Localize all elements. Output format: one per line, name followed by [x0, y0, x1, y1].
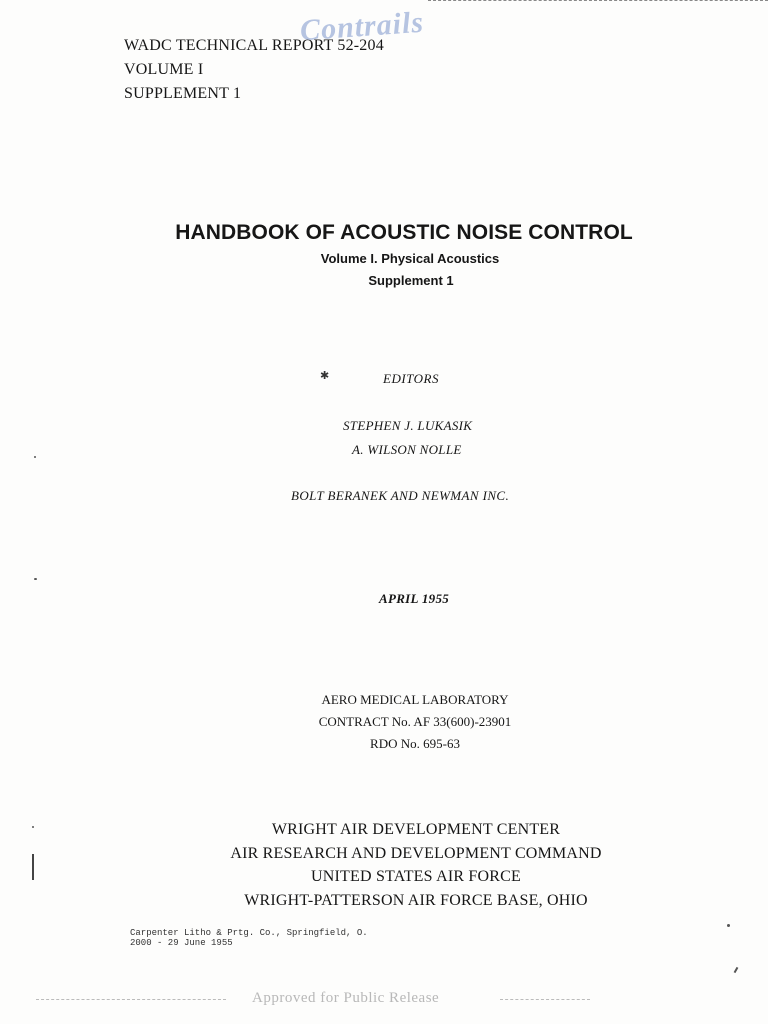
laboratory-block — [0, 689, 768, 755]
paper-speck — [34, 456, 36, 458]
laboratory-name: AERO MEDICAL LABORATORY — [321, 692, 509, 707]
paper-speck — [34, 578, 37, 580]
publication-date: APRIL 1955 — [379, 591, 450, 606]
printer-imprint — [130, 928, 368, 948]
bottom-dotted-rule-left — [36, 999, 226, 1001]
top-edge-rule — [428, 0, 768, 2]
printer-line-2: 2000 - 29 June 1955 — [130, 938, 233, 948]
editor-name-2: A. WILSON NOLLE — [352, 442, 462, 457]
supplement-line: SUPPLEMENT 1 — [124, 85, 242, 102]
contract-number: CONTRACT No. AF 33(600)-23901 — [318, 714, 512, 729]
company-name: BOLT BERANEK AND NEWMAN INC. — [291, 488, 510, 503]
editor-margin-mark: ✱ — [320, 370, 330, 382]
report-number-line: WADC TECHNICAL REPORT 52-204 — [124, 37, 384, 54]
organization-line-3: UNITED STATES AIR FORCE — [311, 868, 521, 885]
paper-speck — [734, 967, 739, 973]
main-title: HANDBOOK OF ACOUSTIC NOISE CONTROL — [175, 221, 633, 244]
margin-pen-mark — [32, 854, 34, 880]
organization-line-2: AIR RESEARCH AND DEVELOPMENT COMMAND — [230, 844, 602, 862]
organization-block — [0, 818, 768, 912]
editor-name-1: STEPHEN J. LUKASIK — [343, 418, 473, 433]
rdo-number: RDO No. 695-63 — [370, 736, 460, 751]
printer-line-1: Carpenter Litho & Prtg. Co., Springfield, O. — [130, 928, 368, 938]
contrails-stamp: Contrails — [298, 5, 426, 48]
public-release-watermark: Approved for Public Release — [252, 990, 440, 1006]
paper-speck — [727, 924, 730, 927]
volume-line: VOLUME I — [124, 61, 204, 78]
title-block — [0, 221, 768, 288]
bottom-dotted-rule-right — [500, 999, 590, 1001]
organization-line-4: WRIGHT-PATTERSON AIR FORCE BASE, OHIO — [244, 891, 588, 909]
organization-line-1: WRIGHT AIR DEVELOPMENT CENTER — [271, 821, 561, 838]
supplement-subtitle: Supplement 1 — [368, 273, 454, 288]
paper-speck — [32, 826, 34, 828]
editors-label: EDITORS — [383, 371, 439, 386]
volume-subtitle: Volume I. Physical Acoustics — [320, 251, 500, 266]
